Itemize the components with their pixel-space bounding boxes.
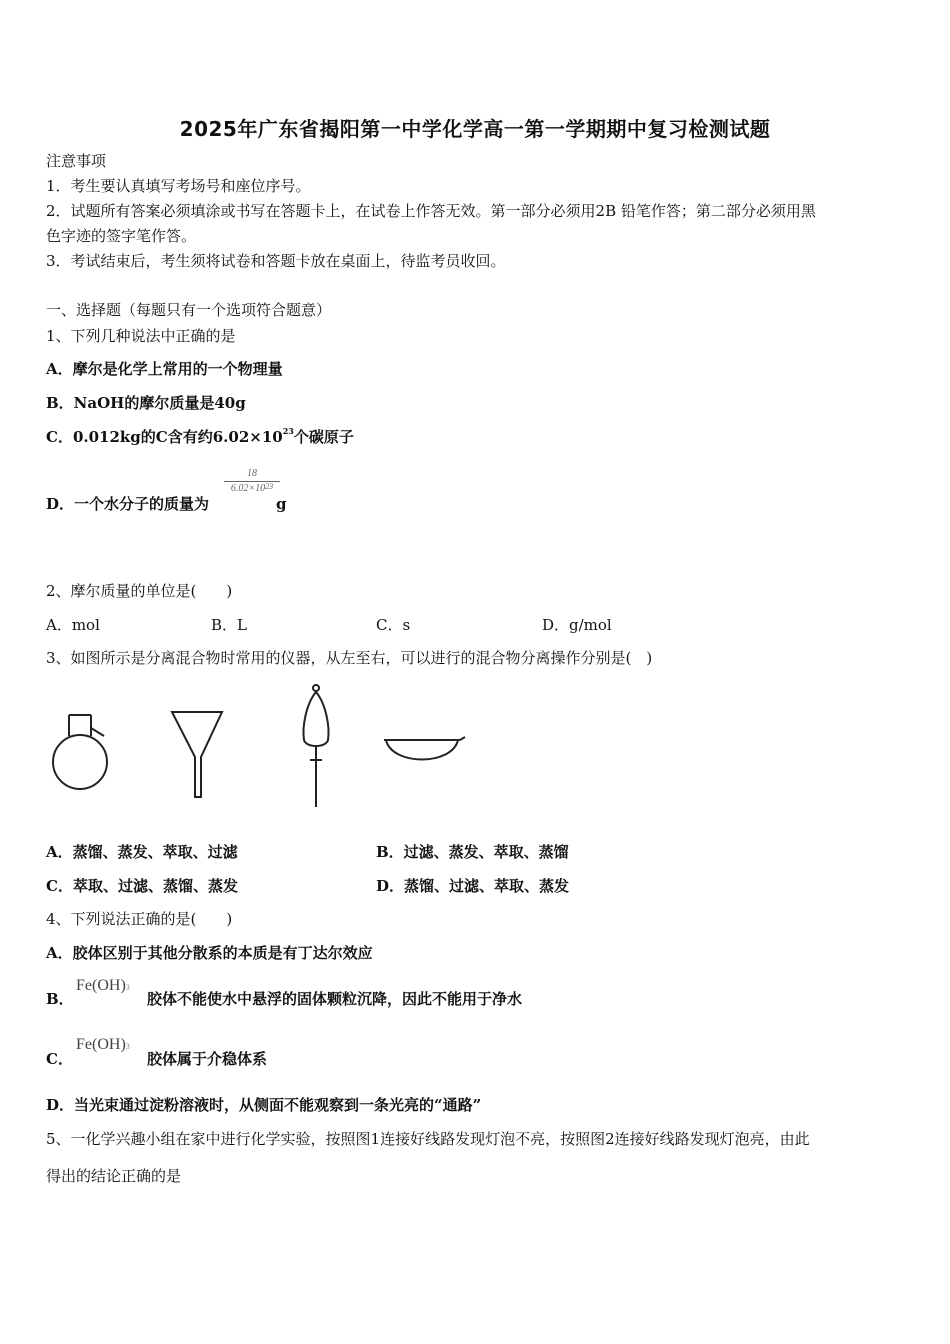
q1-option-b: B．NaOH的摩尔质量是40g: [46, 394, 246, 412]
fraction-denominator-exponent: 23: [265, 482, 274, 491]
q1-option-c-tail: 个碳原子: [293, 428, 354, 446]
q3-apparatus-figure: [40, 682, 480, 817]
page-title: 2025年广东省揭阳第一中学化学高一第一学期期中复习检测试题: [179, 117, 771, 141]
distillation-flask-icon: [53, 715, 107, 789]
notice-item-3: 3．考试结束后，考生须将试卷和答题卡放在桌面上，待监考员收回。: [46, 252, 506, 270]
separatory-funnel-icon: [304, 685, 329, 807]
notice-item-2: 2．试题所有答案必须填涂或书写在答题卡上，在试卷上作答无效。第一部分必须用2B 铅笔作答；第二部分必须用黑: [46, 202, 816, 220]
q4-option-c-label: C．: [46, 1050, 73, 1068]
q3-option-d: D．蒸馏、过滤、萃取、蒸发: [376, 877, 570, 895]
q4-option-c-formula-text: Fe(OH): [76, 1036, 126, 1053]
q4-option-c-formula: [76, 1036, 130, 1054]
fraction-denominator: [224, 483, 280, 495]
fraction-numerator: 18: [247, 468, 257, 479]
q5-stem-line-1: 5、一化学兴趣小组在家中进行化学实验，按照图1连接好线路发现灯泡不亮，按照图2连接好线路发现灯泡亮，由此: [46, 1130, 810, 1148]
q4-option-b-label: B．: [46, 990, 74, 1008]
q1-stem: 1、下列几种说法中正确的是: [46, 327, 236, 345]
q1-option-c-exponent: 23: [282, 426, 294, 436]
q5-stem-line-2: 得出的结论正确的是: [46, 1167, 182, 1185]
q2-stem: 2、摩尔质量的单位是( ): [46, 582, 233, 600]
fraction-denominator-text: 6.02×10: [230, 483, 266, 494]
q1-option-d-unit: g: [276, 495, 287, 513]
q1-option-d: D．一个水分子的质量为: [46, 495, 210, 513]
q4-option-d: D．当光束通过淀粉溶液时，从侧面不能观察到一条光亮的“通路”: [46, 1096, 482, 1114]
q4-stem: 4、下列说法正确的是( ): [46, 910, 233, 928]
q4-option-c-formula-subscript: 3: [125, 1042, 130, 1051]
q3-stem: 3、如图所示是分离混合物时常用的仪器，从左至右，可以进行的混合物分离操作分别是( ): [46, 649, 653, 667]
q4-option-a: A．胶体区别于其他分散系的本质是有丁达尔效应: [46, 944, 373, 962]
notice-item-1: 1．考生要认真填写考场号和座位序号。: [46, 177, 311, 195]
q2-option-d: D．g/mol: [542, 616, 612, 634]
q3-option-c: C．萃取、过滤、蒸馏、蒸发: [46, 877, 238, 895]
q4-option-b-formula: [76, 977, 130, 995]
q1-option-c: [46, 427, 354, 447]
q3-option-a: A．蒸馏、蒸发、萃取、过滤: [46, 843, 238, 861]
q1-option-a: A．摩尔是化学上常用的一个物理量: [46, 360, 283, 378]
q2-option-b: B．L: [211, 616, 247, 634]
q4-option-b-formula-text: Fe(OH): [76, 977, 126, 994]
notice-heading: 注意事项: [46, 152, 107, 170]
q4-option-b-text: 胶体不能使水中悬浮的固体颗粒沉降，因此不能用于净水: [147, 990, 523, 1008]
q1-option-c-text: C．0.012kg的C含有约6.02×10: [46, 428, 283, 446]
section-heading: 一、选择题（每题只有一个选项符合题意）: [46, 301, 332, 319]
q4-option-b-formula-subscript: 3: [125, 983, 130, 992]
q4-option-c-text: 胶体属于介稳体系: [147, 1050, 268, 1068]
q2-option-a: A．mol: [46, 616, 100, 634]
q1-option-d-fraction: [224, 468, 280, 495]
q2-option-c: C．s: [376, 616, 411, 634]
evaporating-dish-icon: [384, 737, 465, 760]
funnel-icon: [172, 712, 222, 797]
q3-option-b: B．过滤、蒸发、萃取、蒸馏: [376, 843, 569, 861]
notice-item-2-cont: 色字迹的签字笔作答。: [46, 227, 197, 245]
